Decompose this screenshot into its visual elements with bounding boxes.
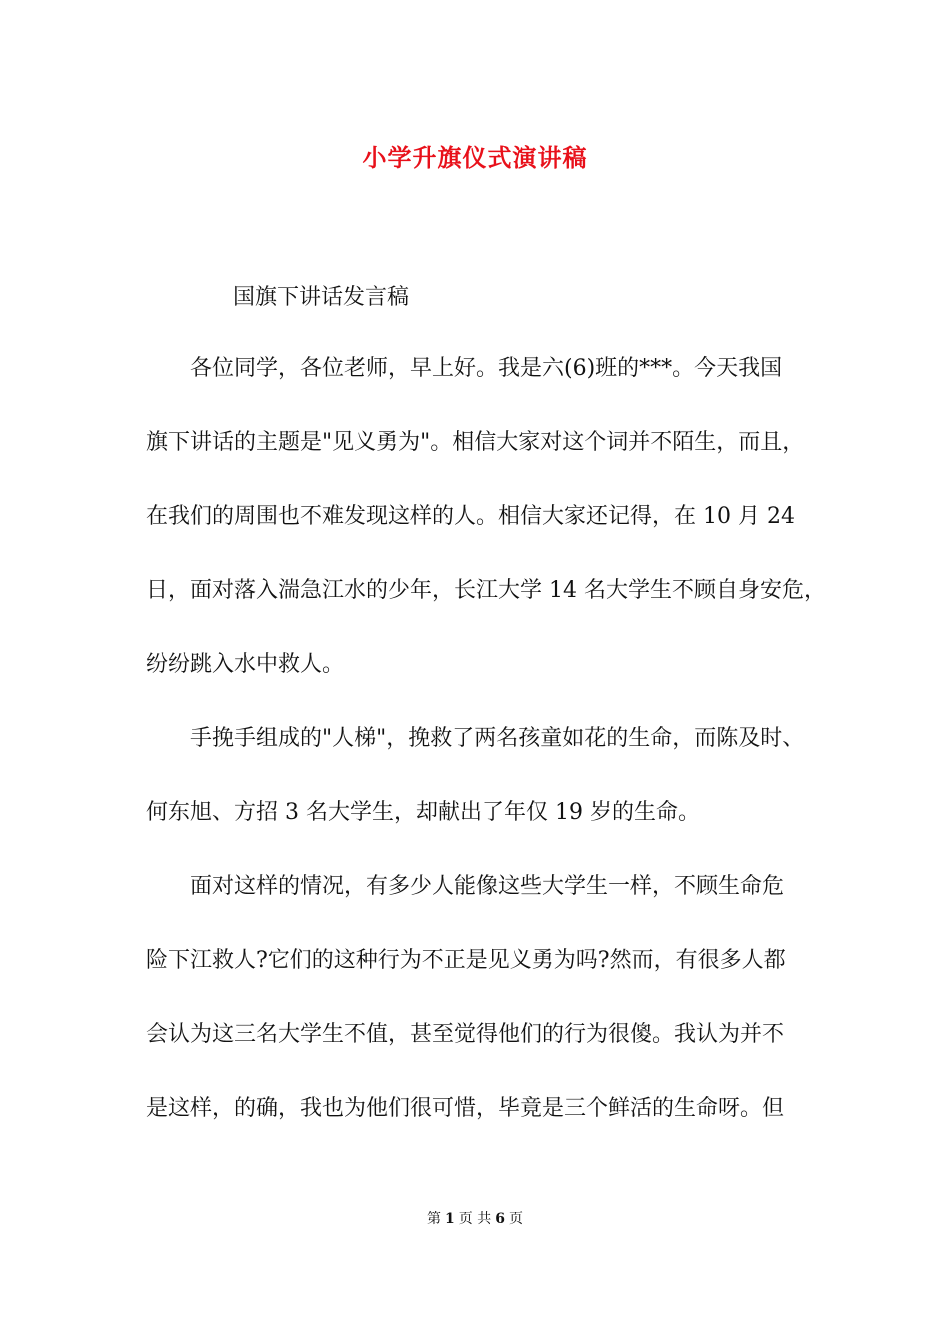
body-line: 在我们的周围也不难发现这样的人。相信大家还记得，在 10 月 24 [146, 504, 795, 529]
total-pages-number: 6 [495, 1211, 505, 1227]
body-line: 旗下讲话的主题是"见义勇为"。相信大家对这个词并不陌生，而且， [146, 430, 805, 455]
body-line: 手挽手组成的"人梯"，挽救了两名孩童如花的生命，而陈及时、 [190, 726, 805, 751]
document-subtitle: 国旗下讲话发言稿 [233, 285, 410, 310]
footer-prefix: 第 [427, 1211, 442, 1227]
document-title: 小学升旗仪式演讲稿 [362, 143, 588, 172]
page-footer [0, 1208, 950, 1228]
footer-suffix: 页 [508, 1211, 523, 1227]
body-line: 各位同学，各位老师，早上好。我是六(6)班的***。今天我国 [190, 356, 783, 381]
body-line: 日，面对落入湍急江水的少年，长江大学 14 名大学生不顾自身安危， [146, 578, 826, 603]
body-line: 纷纷跳入水中救人。 [146, 652, 345, 677]
body-line: 会认为这三名大学生不值，甚至觉得他们的行为很傻。我认为并不 [146, 1022, 785, 1047]
body-line: 险下江救人?它们的这种行为不正是见义勇为吗?然而，有很多人都 [146, 948, 786, 973]
current-page-number: 1 [445, 1211, 455, 1227]
body-line: 何东旭、方招 3 名大学生，却献出了年仅 19 岁的生命。 [146, 800, 700, 825]
body-line: 是这样，的确，我也为他们很可惜，毕竟是三个鲜活的生命呀。但 [146, 1096, 785, 1121]
body-line: 面对这样的情况，有多少人能像这些大学生一样，不顾生命危 [190, 874, 785, 899]
footer-middle: 页 共 [458, 1211, 492, 1227]
